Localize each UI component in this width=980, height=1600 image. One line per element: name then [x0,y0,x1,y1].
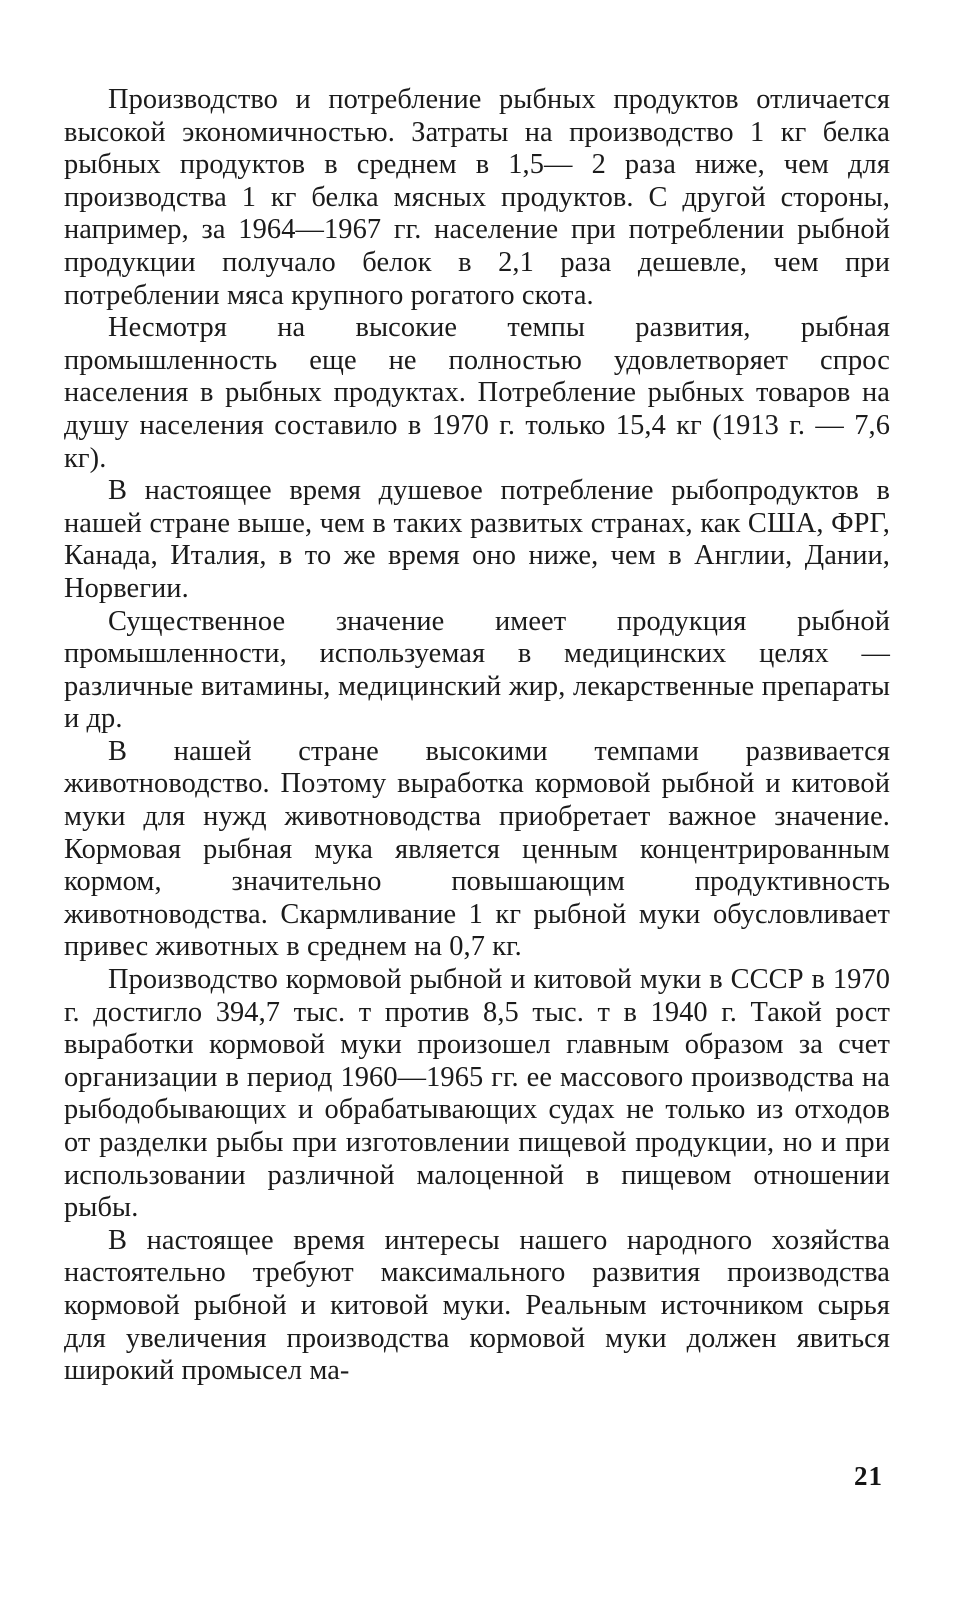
paragraph-feed-meal: В нашей стране высокими темпами развивается животноводство. Поэтому выработка кормовой рыбной и китовой муки для нужд животноводства приобретает важное значение. Кормовая рыбная мука является ценным концентрированным кормом, значительно повышающим продуктивность животноводства. Скармливание 1 кг рыбной муки обусловливает привес животных в среднем на 0,7 кг. [64,735,890,963]
page-number: 21 [854,1461,883,1491]
paragraph-economy: Производство и потребление рыбных продуктов отличается высокой экономичностью. Затраты на производство 1 кг белка рыбных продуктов в среднем в 1,5— 2 раза ниже, чем для производства 1 кг белка мясных продуктов. С другой стороны, например, за 1964—1967 гг. население при потреблении рыбной продукции получало белок в 2,1 раза дешевле, чем при потреблении мяса крупного рогатого скота. [64,84,890,311]
paragraph-medical-products: Существенное значение имеет продукция рыбной промышленности, используемая в медицинских целях — различные витамины, медицинский жир, лекарственные препараты и др. [64,605,890,735]
paragraph-consumption-demand: Несмотря на высокие темпы развития, рыбная промышленность еще не полностью удовлетворяет спрос населения в рыбных продуктах. Потребление рыбных товаров на душу населения составило в 1970 г. только 15,4 кг (1913 г. — 7,6 кг). [64,312,890,474]
paragraph-meal-production: Производство кормовой рыбной и китовой муки в СССР в 1970 г. достигло 394,7 тыс. т против 8,5 тыс. т в 1940 г. Такой рост выработки кормовой муки произошел главным образом за счет организации в период 1960—1965 гг. ее массового производства на рыбодобывающих и обрабатывающих судах не только из отходов от разделки рыбы при изготовлении пищевой продукции, но и при использовании различной малоценной в пищевом отношении рыбы. [64,964,890,1224]
paragraph-future-development: В настоящее время интересы нашего народного хозяйства настоятельно требуют максимального развития производства кормовой рыбной и китовой муки. Реальным источником сырья для увеличения производства кормовой муки должен явиться широкий промысел ма- [64,1224,890,1387]
page-body [64,84,890,1388]
paragraph-per-capita-comparison: В настоящее время душевое потребление рыбопродуктов в нашей стране выше, чем в таких развитых странах, как США, ФРГ, Канада, Италия, в то же время оно ниже, чем в Англии, Дании, Норвегии. [64,475,890,604]
